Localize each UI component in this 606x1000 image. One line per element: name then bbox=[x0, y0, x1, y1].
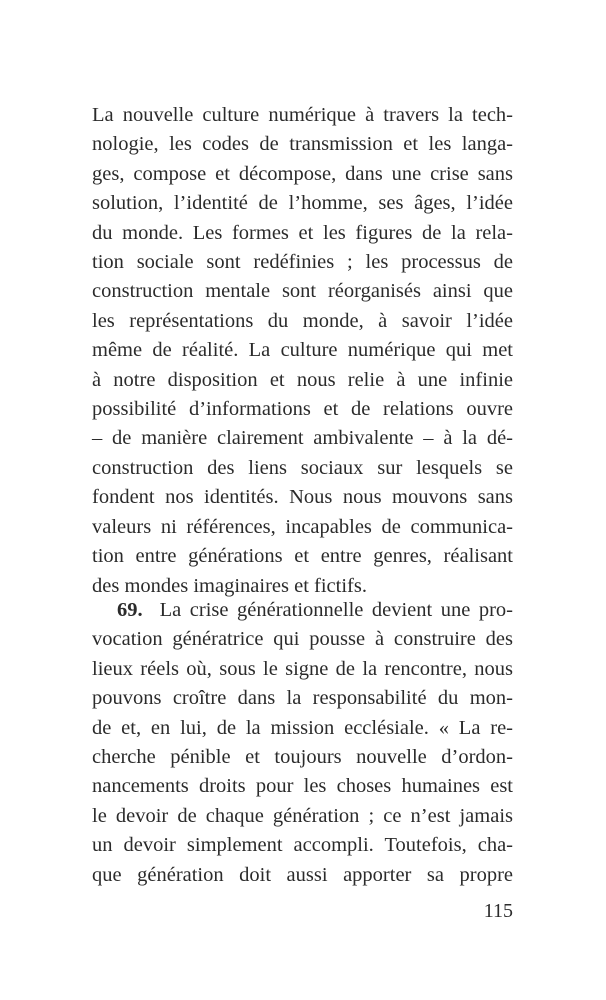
paragraph-continued bbox=[92, 101, 513, 601]
text-line: les représentations du monde, à savoir l’idée bbox=[92, 309, 513, 332]
text-line: – de manière clairement ambivalente – à la dé- bbox=[92, 427, 513, 450]
text-line: possibilité d’informations et de relations ouvre bbox=[92, 398, 513, 421]
text-line: nologie, les codes de transmission et les langa- bbox=[92, 133, 513, 156]
text-line: solution, l’identité de l’homme, ses âges, l’idée bbox=[92, 192, 513, 215]
text-line: à notre disposition et nous relie à une infinie bbox=[92, 368, 513, 391]
page-number: 115 bbox=[483, 900, 513, 922]
text-line: de et, en lui, de la mission ecclésiale. « La re- bbox=[92, 716, 513, 739]
text-line: valeurs ni références, incapables de communica- bbox=[92, 515, 513, 538]
text-line: lieux réels où, sous le signe de la rencontre, nous bbox=[92, 657, 513, 680]
paragraph-first-line bbox=[92, 596, 513, 625]
paragraph-number: 69. bbox=[117, 599, 143, 621]
text-line: La nouvelle culture numérique à travers la tech- bbox=[92, 104, 513, 126]
text-line: construction des liens sociaux sur lesquels se bbox=[92, 456, 513, 479]
text-line: construction mentale sont réorganisés ainsi que bbox=[92, 280, 513, 303]
text-line: du monde. Les formes et les figures de la rela- bbox=[92, 221, 513, 244]
text-line: nancements droits pour les choses humaines est bbox=[92, 775, 513, 798]
text-line: même de réalité. La culture numérique qui met bbox=[92, 339, 513, 362]
text-line: que génération doit aussi apporter sa propre bbox=[92, 863, 513, 886]
text-line: tion entre générations et entre genres, réalisant bbox=[92, 545, 513, 568]
text-line: le devoir de chaque génération ; ce n’est jamais bbox=[92, 804, 513, 827]
text-line: cherche pénible et toujours nouvelle d’ordon- bbox=[92, 746, 513, 769]
text-line: fondent nos identités. Nous nous mouvons sans bbox=[92, 486, 513, 509]
text-fragment: La crise générationnelle devient une pro- bbox=[159, 599, 513, 621]
text-line: vocation génératrice qui pousse à construire des bbox=[92, 628, 513, 651]
text-line: ges, compose et décompose, dans une crise sans bbox=[92, 162, 513, 185]
text-line: tion sociale sont redéfinies ; les processus de bbox=[92, 251, 513, 274]
text-line: pouvons croître dans la responsabilité du mon- bbox=[92, 687, 513, 710]
paragraph-69 bbox=[92, 596, 513, 890]
text-line: un devoir simplement accompli. Toutefois, cha- bbox=[92, 834, 513, 857]
text-line: des mondes imaginaires et fictifs. bbox=[92, 574, 367, 597]
